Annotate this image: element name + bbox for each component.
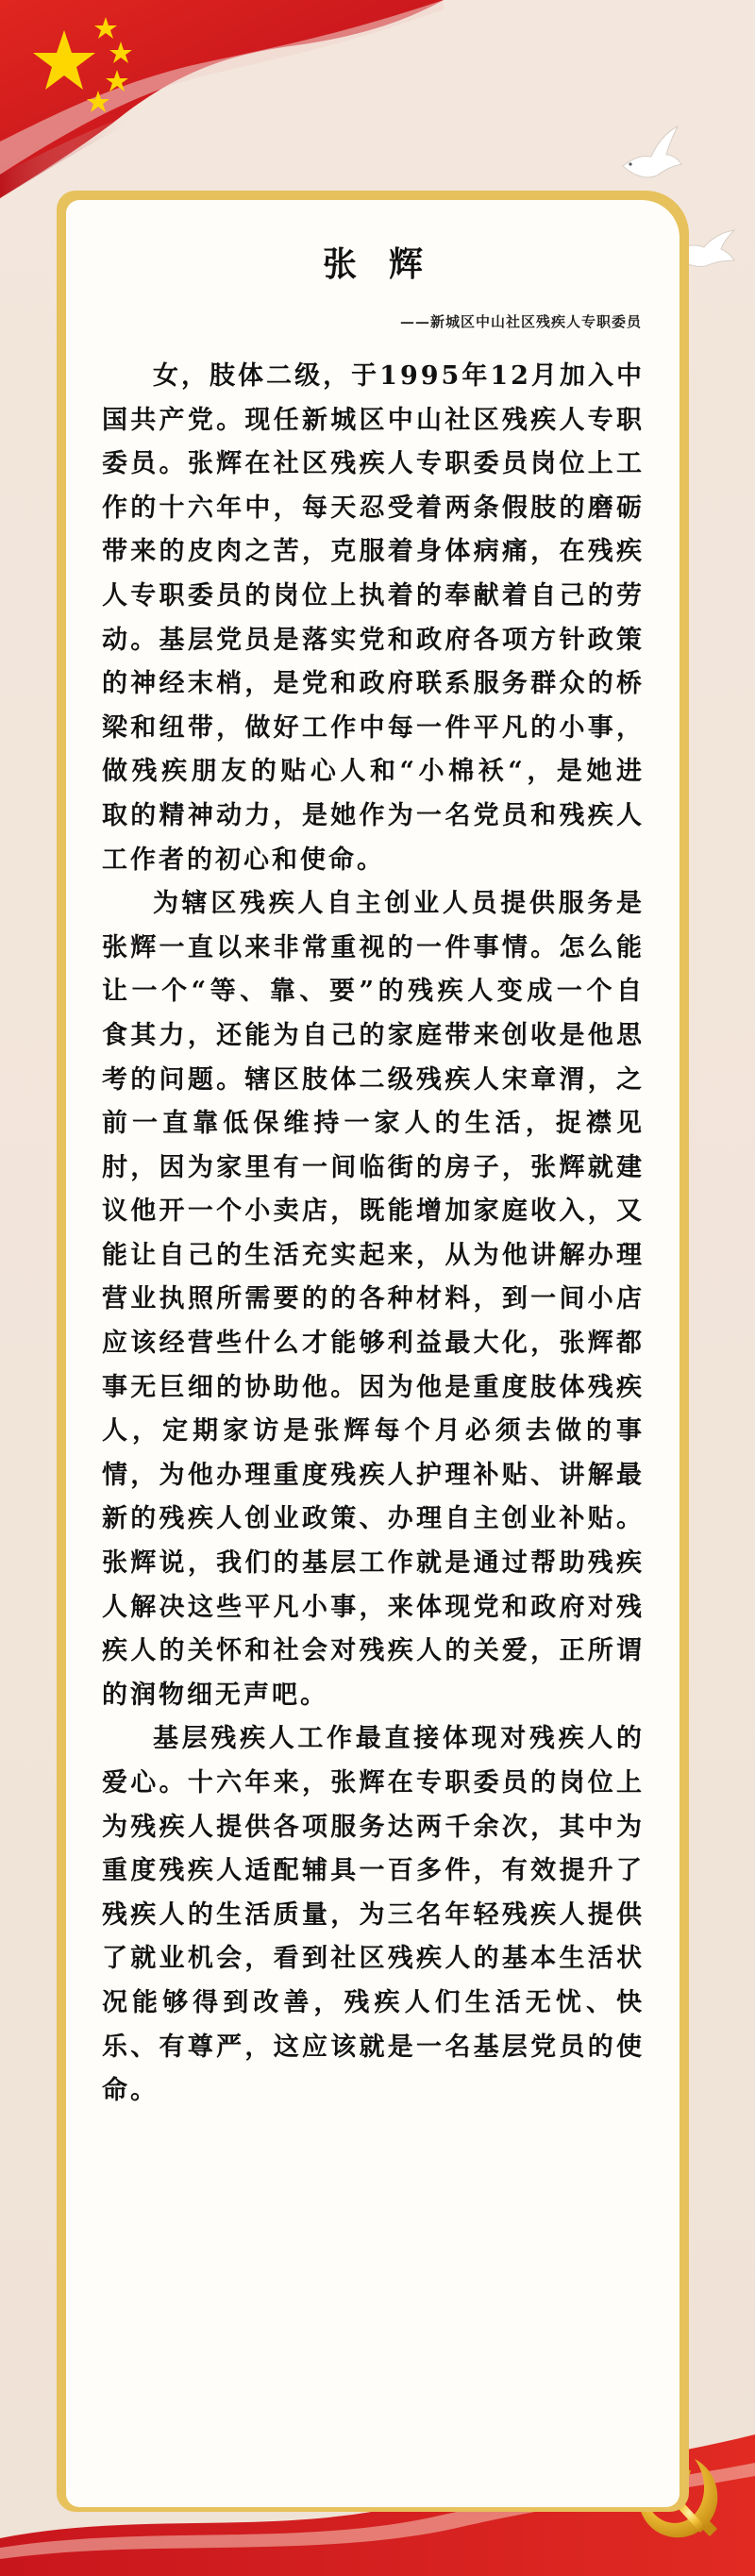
article-body — [102, 355, 645, 2114]
dove-icon — [615, 123, 685, 185]
paragraph: 为辖区残疾人自主创业人员提供服务是张辉一直以来非常重视的一件事情。怎么能让一个“等、靠、要”的残疾人变成一个自食其力，还能为自己的家庭带来创收是他思考的问题。辖区肢体二级残疾人宋章渭，之前一直靠低保维持一家人的生活，捉襟见肘，因为家里有一间临街的房子，张辉就建议他开一个小卖店，既能增加家庭收入，又能让自己的生活充实起来，从为他讲解办理营业执照所需要的的各种材料，到一间小店应该经营些什么才能够利益最大化，张辉都事无巨细的协助他。因为他是重度肢体残疾人，定期家访是张辉每个月必须去做的事情，为他办理重度残疾人护理补贴、讲解最新的残疾人创业政策、办理自主创业补贴。张辉说，我们的基层工作就是通过帮助残疾人解决这些平凡小事，来体现党和政府对残疾人的关怀和社会对残疾人的关爱，正所谓的润物细无声吧。 — [102, 889, 645, 1710]
page-subtitle: ——新城区中山社区残疾人专职委员 — [399, 313, 642, 330]
red-flag-icon — [0, 0, 444, 217]
page-title: 张辉 — [322, 244, 455, 284]
paragraph: 基层残疾人工作最直接体现对残疾人的爱心。十六年来，张辉在专职委员的岗位上为残疾人提供各项服务达两千余次，其中为重度残疾人适配辅具一百多件，有效提升了残疾人的生活质量，为三名年轻残疾人提供了就业机会，看到社区残疾人的基本生活状况能够得到改善，残疾人们生活无忧、快乐、有尊严，这应该就是一名基层党员的使命。 — [102, 1724, 645, 2106]
paragraph: 女，肢体二级，于1995年12月加入中国共产党。现任新城区中山社区残疾人专职委员。张辉在社区残疾人专职委员岗位上工作的十六年中，每天忍受着两条假肢的磨砺带来的皮肉之苦，克服着身体病痛，在残疾人专职委员的岗位上执着的奉献着自己的劳动。基层党员是落实党和政府各项方针政策的神经末梢，是党和政府联系服务群众的桥梁和纽带，做好工作中每一件平凡的小事，做残疾朋友的贴心人和“小棉袄“，是她进取的精神动力，是她作为一名党员和残疾人工作者的初心和使命。 — [102, 361, 645, 875]
